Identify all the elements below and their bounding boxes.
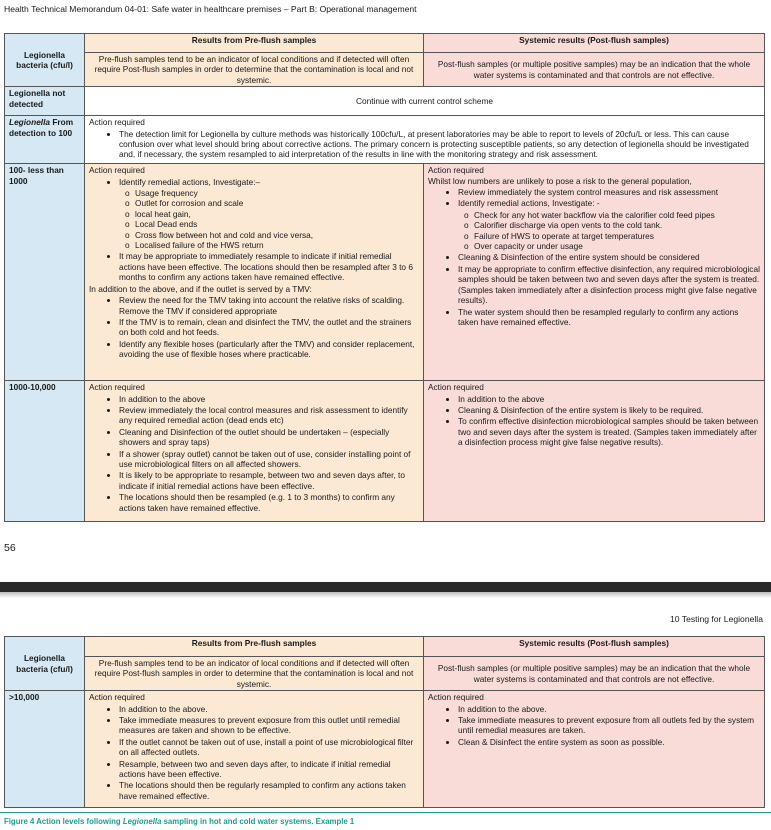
- caption-rule: [0, 812, 771, 813]
- list-item: • The water system should then be resampled regularly to confirm any actions taken have remained effective.: [458, 307, 760, 328]
- pre-flush-intro: Pre-flush samples tend to be an indicator of local conditions and if detected will often require Post-flush samples in order to determine that the contamination is local and not systemic.: [85, 53, 424, 87]
- list-item: • Review immediately the local control measures and risk assessment to identify any required remedial action (dead ends etc): [119, 405, 419, 426]
- list-item: o Calorifier discharge via open vents to the cold tank.: [474, 220, 760, 230]
- list-item: o Local Dead ends: [135, 219, 419, 229]
- cell-text: Action required: [428, 382, 484, 393]
- list-item: o Outlet for corrosion and scale: [135, 198, 419, 208]
- page-header: Health Technical Memorandum 04-01: Safe water in healthcare premises – Part B: Operational management: [4, 4, 417, 14]
- page-header-2: 10 Testing for Legionella: [669, 614, 763, 624]
- pre-flush-intro-2: Pre-flush samples tend to be an indicator of local conditions and if detected will often require Post-flush samples in order to determine that the contamination is local and not systemic.: [85, 657, 424, 691]
- cell-text: Action required: [89, 117, 145, 128]
- list-item: • Review immediately the system control measures and risk assessment: [458, 187, 760, 197]
- row-not-detected-text: Continue with current control scheme: [85, 87, 765, 116]
- pre-flush-header: Results from Pre-flush samples: [85, 34, 424, 53]
- list-item: • Identify remedial actions, Investigate:–: [119, 177, 419, 187]
- list-item: • The locations should then be regularly resampled to confirm any actions taken have remained effective.: [119, 780, 419, 801]
- list-item: • Review the need for the TMV taking into account the relative risks of scalding. Remove the TMV if considered appropriate: [119, 295, 419, 316]
- page-number: 56: [4, 542, 16, 554]
- list-item: • It is likely to be appropriate to resample, between two and seven days after, to indicate if initial remedial actions have been effective.: [119, 470, 419, 491]
- list-item: • The locations should then be resampled (e.g. 1 to 3 months) to confirm any actions taken have remained effective.: [119, 492, 419, 513]
- cell-text: Action required: [89, 382, 145, 393]
- legionella-bacteria-header: Legionella bacteria (cfu/l): [5, 34, 85, 87]
- cell-text: Whilst low numbers are unlikely to pose a risk to the general population,: [428, 175, 692, 186]
- figure-caption: Figure 4 Action levels following Legionella sampling in hot and cold water systems. Example 1: [4, 817, 355, 826]
- page-divider-shadow: [0, 592, 771, 598]
- list-item: o Usage frequency: [135, 188, 419, 198]
- list-item: • Clean & Disinfect the entire system as soon as possible.: [458, 737, 760, 747]
- list-item: • The detection limit for Legionella by culture methods was historically 100cfu/L, at present laboratories may be able to report to levels of 20cfu/L or less. This can cause confusion over what level should bring about corrective actions. The primary concern is protecting susceptible patients, so any detection of legionella should be investigated and, if necessary, the system resampled to aid interpretation of the results in line with the monitoring strategy and risk assessment.: [119, 129, 760, 160]
- row-gt10000-label: >10,000: [5, 691, 85, 808]
- row-not-detected-label: Legionella not detected: [5, 87, 85, 116]
- cell-text: Action required: [89, 692, 145, 703]
- row-gt10000-postflush: [424, 691, 765, 808]
- page-divider: [0, 582, 771, 592]
- list-item: • If a shower (spray outlet) cannot be taken out of use, consider installing point of use microbiological filters on all affected showers.: [119, 449, 419, 470]
- list-item: • In addition to the above: [458, 394, 760, 404]
- list-item: • To confirm effective disinfection microbiological samples should be taken between two and seven days after the system is treated. (Samples taken immediately after a disinfection process might give false negative results).: [458, 416, 760, 447]
- list-item: o Check for any hot water backflow via the calorifier cold feed pipes: [474, 210, 760, 220]
- list-item: • Cleaning & Disinfection of the entire system should be considered: [458, 252, 760, 262]
- list-item: o local heat gain,: [135, 209, 419, 219]
- list-item: • If the TMV is to remain, clean and disinfect the TMV, the outlet and the strainers on both cold and hot feeds.: [119, 317, 419, 338]
- list-item: • Cleaning & Disinfection of the entire system is likely to be required.: [458, 405, 760, 415]
- list-item: • Resample, between two and seven days after, to indicate if initial remedial actions have been effective.: [119, 759, 419, 780]
- post-flush-intro-2: Post-flush samples (or multiple positive samples) may be an indication that the whole water systems is contaminated and that controls are not effective.: [424, 657, 765, 691]
- list-item: • It may be appropriate to immediately resample to indicate if initial remedial actions have been effective. The locations should then be resampled after 3 to 6 months to confirm any actions taken have remained effective.: [119, 251, 419, 282]
- row-1000-label: 100- less than 1000: [5, 164, 85, 381]
- row-1000-preflush: [85, 164, 424, 381]
- row-gt10000-preflush: [85, 691, 424, 808]
- list-item: o Failure of HWS to operate at target temperatures: [474, 231, 760, 241]
- post-flush-header: Systemic results (Post-flush samples): [424, 34, 765, 53]
- post-flush-intro: Post-flush samples (or multiple positive samples) may be an indication that the whole water systems is contaminated and that controls are not effective.: [424, 53, 765, 87]
- row-100-label: Legionella From detection to 100: [5, 116, 85, 164]
- list-item: • It may be appropriate to confirm effective disinfection, any required microbiological samples should be taken between two and seven days after the system is treated. (Samples taken immediately after a disinfection process might give false negative results).: [458, 264, 760, 306]
- list-item: • If the outlet cannot be taken out of use, install a point of use microbiological filter on all affected outlets.: [119, 737, 419, 758]
- cell-text: In addition to the above, and if the outlet is served by a TMV:: [89, 283, 312, 294]
- list-item: • Take immediate measures to prevent exposure from this outlet until remedial measures are taken and shown to be effective.: [119, 715, 419, 736]
- row-10000-label: 1000-10,000: [5, 381, 85, 522]
- row-1000-postflush: [424, 164, 765, 381]
- cell-text: Action required: [89, 165, 145, 176]
- list-item: • Cleaning and Disinfection of the outlet should be undertaken – (especially showers and spray taps): [119, 427, 419, 448]
- post-flush-header-2: Systemic results (Post-flush samples): [424, 637, 765, 657]
- cell-text: Action required: [428, 165, 484, 176]
- row-10000-preflush: [85, 381, 424, 522]
- row-10000-postflush: [424, 381, 765, 522]
- list-item: o Cross flow between hot and cold and vice versa,: [135, 230, 419, 240]
- cell-text: Action required: [428, 692, 484, 703]
- action-levels-table-part2: [4, 636, 765, 808]
- row-100-content: [85, 116, 765, 164]
- list-item: o Over capacity or under usage: [474, 241, 760, 251]
- action-levels-table-part1: [4, 33, 765, 522]
- legionella-bacteria-header-2: Legionella bacteria (cfu/l): [5, 637, 85, 691]
- list-item: • In addition to the above.: [458, 704, 760, 714]
- list-item: o Localised failure of the HWS return: [135, 240, 419, 250]
- pre-flush-header-2: Results from Pre-flush samples: [85, 637, 424, 657]
- list-item: • Identify remedial actions, Investigate: -: [458, 198, 760, 208]
- list-item: • Identify any flexible hoses (particularly after the TMV) and consider replacement, avoiding the use of flexible hoses where practicable.: [119, 339, 419, 360]
- list-item: • In addition to the above: [119, 394, 419, 404]
- list-item: • Take immediate measures to prevent exposure from all outlets fed by the system until remedial measures are taken.: [458, 715, 760, 736]
- list-item: • In addition to the above.: [119, 704, 419, 714]
